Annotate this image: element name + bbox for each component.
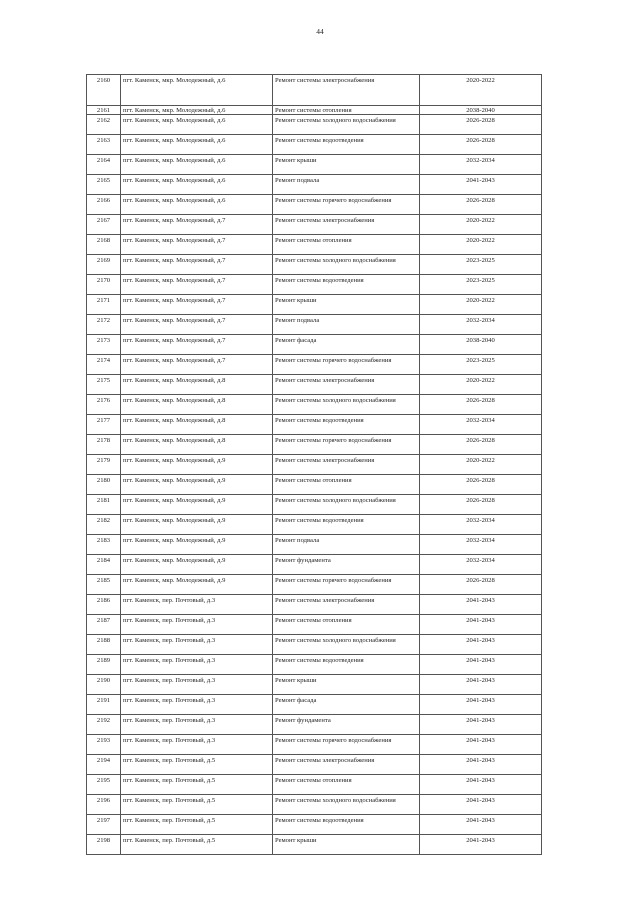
table-row <box>87 795 542 815</box>
address-cell: пгт. Каменск, мкр. Молодежный, д.7 <box>121 295 273 315</box>
table-row <box>87 695 542 715</box>
work-type-cell: Ремонт системы водоотведения <box>273 655 420 675</box>
address-cell: пгт. Каменск, пер. Почтовый, д.3 <box>121 635 273 655</box>
address-cell: пгт. Каменск, мкр. Молодежный, д.7 <box>121 315 273 335</box>
table-row <box>87 175 542 195</box>
work-type-cell: Ремонт крыши <box>273 835 420 855</box>
work-type-cell: Ремонт системы отопления <box>273 615 420 635</box>
row-number-cell: 2177 <box>87 415 121 435</box>
period-cell: 2023-2025 <box>420 255 542 275</box>
period-cell: 2041-2043 <box>420 735 542 755</box>
row-number-cell: 2193 <box>87 735 121 755</box>
work-type-cell: Ремонт системы отопления <box>273 235 420 255</box>
row-number-cell: 2181 <box>87 495 121 515</box>
work-type-cell: Ремонт системы отопления <box>273 775 420 795</box>
period-cell: 2041-2043 <box>420 615 542 635</box>
work-type-cell: Ремонт системы электроснабжения <box>273 595 420 615</box>
row-number-cell: 2198 <box>87 835 121 855</box>
work-type-cell: Ремонт крыши <box>273 295 420 315</box>
address-cell: пгт. Каменск, мкр. Молодежный, д.8 <box>121 395 273 415</box>
row-number-cell: 2184 <box>87 555 121 575</box>
row-number-cell: 2178 <box>87 435 121 455</box>
work-type-cell: Ремонт фундамента <box>273 715 420 735</box>
table-row <box>87 435 542 455</box>
address-cell: пгт. Каменск, мкр. Молодежный, д.9 <box>121 555 273 575</box>
page-number: 44 <box>316 27 324 36</box>
work-type-cell: Ремонт системы электроснабжения <box>273 755 420 775</box>
work-type-cell: Ремонт фасада <box>273 335 420 355</box>
work-type-cell: Ремонт системы отопления <box>273 475 420 495</box>
table-row <box>87 215 542 235</box>
row-number-cell: 2168 <box>87 235 121 255</box>
table-row <box>87 655 542 675</box>
address-cell: пгт. Каменск, мкр. Молодежный, д.7 <box>121 275 273 295</box>
table-row <box>87 255 542 275</box>
address-cell: пгт. Каменск, мкр. Молодежный, д.8 <box>121 415 273 435</box>
period-cell: 2026-2028 <box>420 575 542 595</box>
table-row <box>87 135 542 155</box>
period-cell: 2026-2028 <box>420 495 542 515</box>
repair-schedule-table <box>86 74 542 855</box>
work-type-cell: Ремонт крыши <box>273 675 420 695</box>
table-row <box>87 495 542 515</box>
row-number-cell: 2179 <box>87 455 121 475</box>
work-type-cell: Ремонт системы горячего водоснабжения <box>273 735 420 755</box>
table-row <box>87 755 542 775</box>
table-row <box>87 515 542 535</box>
address-cell: пгт. Каменск, пер. Почтовый, д.3 <box>121 595 273 615</box>
address-cell: пгт. Каменск, пер. Почтовый, д.5 <box>121 755 273 775</box>
table-row <box>87 475 542 495</box>
work-type-cell: Ремонт подвала <box>273 175 420 195</box>
address-cell: пгт. Каменск, пер. Почтовый, д.3 <box>121 735 273 755</box>
period-cell: 2041-2043 <box>420 675 542 695</box>
address-cell: пгт. Каменск, мкр. Молодежный, д.6 <box>121 115 273 135</box>
row-number-cell: 2182 <box>87 515 121 535</box>
row-number-cell: 2189 <box>87 655 121 675</box>
table-row <box>87 155 542 175</box>
row-number-cell: 2163 <box>87 135 121 155</box>
work-type-cell: Ремонт системы горячего водоснабжения <box>273 355 420 375</box>
table-row <box>87 595 542 615</box>
period-cell: 2041-2043 <box>420 635 542 655</box>
period-cell: 2020-2022 <box>420 375 542 395</box>
period-cell: 2041-2043 <box>420 175 542 195</box>
address-cell: пгт. Каменск, мкр. Молодежный, д.6 <box>121 106 273 115</box>
period-cell: 2026-2028 <box>420 475 542 495</box>
period-cell: 2032-2034 <box>420 415 542 435</box>
row-number-cell: 2165 <box>87 175 121 195</box>
period-cell: 2041-2043 <box>420 775 542 795</box>
period-cell: 2023-2025 <box>420 355 542 375</box>
address-cell: пгт. Каменск, мкр. Молодежный, д.7 <box>121 335 273 355</box>
address-cell: пгт. Каменск, мкр. Молодежный, д.7 <box>121 355 273 375</box>
address-cell: пгт. Каменск, мкр. Молодежный, д.7 <box>121 215 273 235</box>
table-row <box>87 455 542 475</box>
work-type-cell: Ремонт системы водоотведения <box>273 275 420 295</box>
table-row <box>87 775 542 795</box>
table-row <box>87 235 542 255</box>
address-cell: пгт. Каменск, мкр. Молодежный, д.6 <box>121 195 273 215</box>
work-type-cell: Ремонт фасада <box>273 695 420 715</box>
table-row <box>87 195 542 215</box>
address-cell: пгт. Каменск, пер. Почтовый, д.3 <box>121 675 273 695</box>
table-row <box>87 315 542 335</box>
table-row <box>87 555 542 575</box>
table-row <box>87 106 542 115</box>
table-body <box>87 75 542 855</box>
table-row <box>87 635 542 655</box>
table-row <box>87 275 542 295</box>
work-type-cell: Ремонт системы отопления <box>273 106 420 115</box>
work-type-cell: Ремонт подвала <box>273 535 420 555</box>
period-cell: 2026-2028 <box>420 115 542 135</box>
period-cell: 2026-2028 <box>420 435 542 455</box>
period-cell: 2026-2028 <box>420 195 542 215</box>
work-type-cell: Ремонт системы горячего водоснабжения <box>273 575 420 595</box>
work-type-cell: Ремонт системы электроснабжения <box>273 375 420 395</box>
row-number-cell: 2197 <box>87 815 121 835</box>
table-row <box>87 535 542 555</box>
row-number-cell: 2176 <box>87 395 121 415</box>
row-number-cell: 2190 <box>87 675 121 695</box>
period-cell: 2020-2022 <box>420 215 542 235</box>
row-number-cell: 2183 <box>87 535 121 555</box>
row-number-cell: 2187 <box>87 615 121 635</box>
address-cell: пгт. Каменск, пер. Почтовый, д.3 <box>121 655 273 675</box>
table-row <box>87 675 542 695</box>
period-cell: 2032-2034 <box>420 315 542 335</box>
row-number-cell: 2162 <box>87 115 121 135</box>
row-number-cell: 2161 <box>87 106 121 115</box>
address-cell: пгт. Каменск, мкр. Молодежный, д.7 <box>121 235 273 255</box>
table-row <box>87 355 542 375</box>
period-cell: 2020-2022 <box>420 295 542 315</box>
work-type-cell: Ремонт системы водоотведения <box>273 515 420 535</box>
address-cell: пгт. Каменск, пер. Почтовый, д.3 <box>121 695 273 715</box>
row-number-cell: 2185 <box>87 575 121 595</box>
work-type-cell: Ремонт системы водоотведения <box>273 815 420 835</box>
work-type-cell: Ремонт системы холодного водоснабжения <box>273 255 420 275</box>
work-type-cell: Ремонт подвала <box>273 315 420 335</box>
period-cell: 2032-2034 <box>420 515 542 535</box>
period-cell: 2020-2022 <box>420 75 542 106</box>
work-type-cell: Ремонт системы горячего водоснабжения <box>273 435 420 455</box>
period-cell: 2041-2043 <box>420 655 542 675</box>
work-type-cell: Ремонт системы водоотведения <box>273 415 420 435</box>
address-cell: пгт. Каменск, пер. Почтовый, д.5 <box>121 815 273 835</box>
address-cell: пгт. Каменск, пер. Почтовый, д.5 <box>121 835 273 855</box>
row-number-cell: 2175 <box>87 375 121 395</box>
table-row <box>87 75 542 106</box>
address-cell: пгт. Каменск, мкр. Молодежный, д.6 <box>121 135 273 155</box>
table-row <box>87 335 542 355</box>
period-cell: 2023-2025 <box>420 275 542 295</box>
work-type-cell: Ремонт системы водоотведения <box>273 135 420 155</box>
row-number-cell: 2180 <box>87 475 121 495</box>
row-number-cell: 2160 <box>87 75 121 106</box>
address-cell: пгт. Каменск, мкр. Молодежный, д.6 <box>121 155 273 175</box>
period-cell: 2041-2043 <box>420 695 542 715</box>
table-row <box>87 835 542 855</box>
address-cell: пгт. Каменск, мкр. Молодежный, д.8 <box>121 375 273 395</box>
address-cell: пгт. Каменск, мкр. Молодежный, д.7 <box>121 255 273 275</box>
table-row <box>87 375 542 395</box>
period-cell: 2038-2040 <box>420 106 542 115</box>
row-number-cell: 2186 <box>87 595 121 615</box>
work-type-cell: Ремонт системы холодного водоснабжения <box>273 795 420 815</box>
period-cell: 2026-2028 <box>420 395 542 415</box>
row-number-cell: 2194 <box>87 755 121 775</box>
row-number-cell: 2169 <box>87 255 121 275</box>
address-cell: пгт. Каменск, мкр. Молодежный, д.9 <box>121 515 273 535</box>
table-row <box>87 615 542 635</box>
period-cell: 2032-2034 <box>420 155 542 175</box>
address-cell: пгт. Каменск, мкр. Молодежный, д.9 <box>121 455 273 475</box>
row-number-cell: 2171 <box>87 295 121 315</box>
row-number-cell: 2172 <box>87 315 121 335</box>
table-row <box>87 115 542 135</box>
address-cell: пгт. Каменск, мкр. Молодежный, д.6 <box>121 75 273 106</box>
work-type-cell: Ремонт системы холодного водоснабжения <box>273 115 420 135</box>
row-number-cell: 2192 <box>87 715 121 735</box>
work-type-cell: Ремонт системы электроснабжения <box>273 75 420 106</box>
table-row <box>87 715 542 735</box>
address-cell: пгт. Каменск, мкр. Молодежный, д.9 <box>121 575 273 595</box>
address-cell: пгт. Каменск, пер. Почтовый, д.3 <box>121 715 273 735</box>
period-cell: 2041-2043 <box>420 715 542 735</box>
period-cell: 2041-2043 <box>420 815 542 835</box>
address-cell: пгт. Каменск, мкр. Молодежный, д.8 <box>121 435 273 455</box>
row-number-cell: 2196 <box>87 795 121 815</box>
table-row <box>87 295 542 315</box>
row-number-cell: 2195 <box>87 775 121 795</box>
address-cell: пгт. Каменск, пер. Почтовый, д.5 <box>121 795 273 815</box>
period-cell: 2032-2034 <box>420 535 542 555</box>
work-type-cell: Ремонт фундамента <box>273 555 420 575</box>
table-row <box>87 395 542 415</box>
work-type-cell: Ремонт системы холодного водоснабжения <box>273 635 420 655</box>
work-type-cell: Ремонт системы холодного водоснабжения <box>273 495 420 515</box>
period-cell: 2032-2034 <box>420 555 542 575</box>
row-number-cell: 2174 <box>87 355 121 375</box>
work-type-cell: Ремонт системы горячего водоснабжения <box>273 195 420 215</box>
table-row <box>87 575 542 595</box>
address-cell: пгт. Каменск, пер. Почтовый, д.5 <box>121 775 273 795</box>
row-number-cell: 2170 <box>87 275 121 295</box>
address-cell: пгт. Каменск, мкр. Молодежный, д.9 <box>121 495 273 515</box>
address-cell: пгт. Каменск, мкр. Молодежный, д.6 <box>121 175 273 195</box>
row-number-cell: 2164 <box>87 155 121 175</box>
row-number-cell: 2173 <box>87 335 121 355</box>
address-cell: пгт. Каменск, мкр. Молодежный, д.9 <box>121 475 273 495</box>
address-cell: пгт. Каменск, пер. Почтовый, д.3 <box>121 615 273 635</box>
table-row <box>87 415 542 435</box>
period-cell: 2020-2022 <box>420 455 542 475</box>
address-cell: пгт. Каменск, мкр. Молодежный, д.9 <box>121 535 273 555</box>
work-type-cell: Ремонт системы электроснабжения <box>273 455 420 475</box>
work-type-cell: Ремонт системы холодного водоснабжения <box>273 395 420 415</box>
table-row <box>87 815 542 835</box>
row-number-cell: 2167 <box>87 215 121 235</box>
work-type-cell: Ремонт системы электроснабжения <box>273 215 420 235</box>
period-cell: 2041-2043 <box>420 755 542 775</box>
table-row <box>87 735 542 755</box>
row-number-cell: 2166 <box>87 195 121 215</box>
row-number-cell: 2188 <box>87 635 121 655</box>
period-cell: 2041-2043 <box>420 595 542 615</box>
period-cell: 2038-2040 <box>420 335 542 355</box>
period-cell: 2041-2043 <box>420 835 542 855</box>
work-type-cell: Ремонт крыши <box>273 155 420 175</box>
row-number-cell: 2191 <box>87 695 121 715</box>
period-cell: 2020-2022 <box>420 235 542 255</box>
period-cell: 2041-2043 <box>420 795 542 815</box>
period-cell: 2026-2028 <box>420 135 542 155</box>
